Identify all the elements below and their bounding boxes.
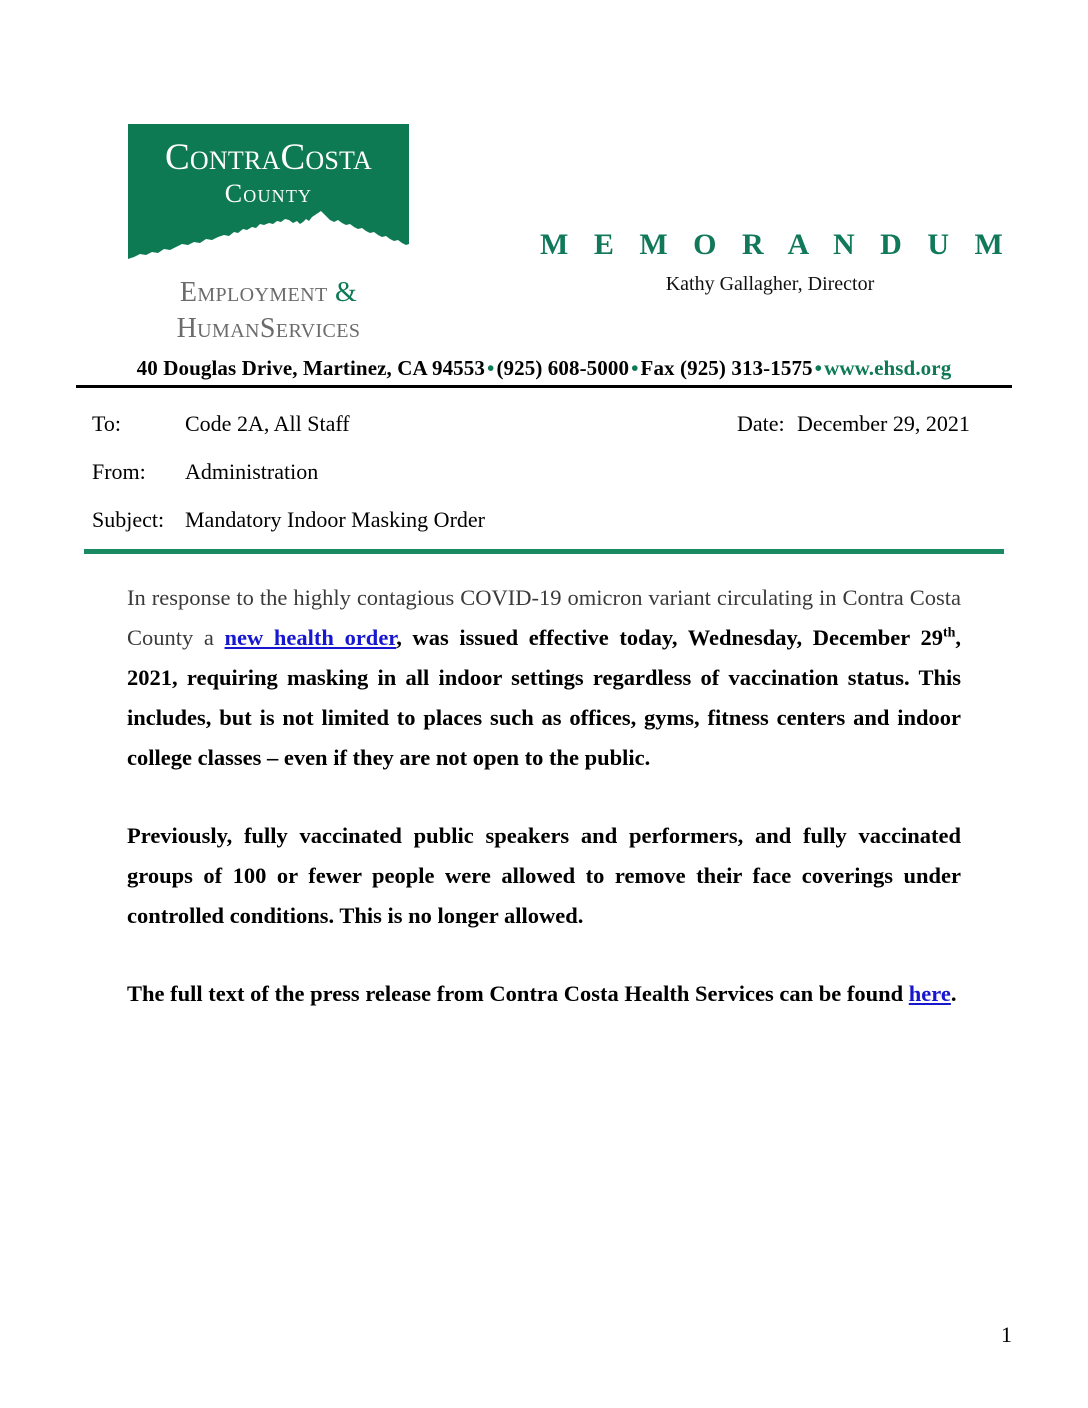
address-fax: Fax (925) 313-1575 <box>640 356 813 380</box>
from-label: From: <box>92 459 146 484</box>
paragraph-1-text-b: , was issued effective today, Wednesday, December 29 <box>396 625 943 650</box>
agency-logo <box>128 124 409 345</box>
address-phone: (925) 608-5000 <box>496 356 630 380</box>
paragraph-1-ordinal-suffix: th <box>942 625 956 641</box>
date-label: Date: <box>737 411 785 436</box>
paragraph-3-text-b: . <box>950 981 957 1006</box>
logo-department-line2: HumanServices <box>176 313 361 344</box>
letterhead <box>0 0 1088 380</box>
logo-org-subname: County <box>224 179 313 208</box>
logo-ampersand: & <box>335 277 358 308</box>
memo-green-divider-rule <box>84 549 1004 554</box>
address-line <box>0 355 1088 381</box>
address-website[interactable]: www.ehsd.org <box>824 356 952 380</box>
mountain-silhouette-icon <box>128 211 409 273</box>
memo-field-row-to <box>92 410 998 458</box>
memo-field-row-from <box>92 458 998 506</box>
memo-field-row-subject <box>92 506 998 554</box>
director-name: Kathy Gallagher, Director <box>665 273 875 295</box>
paragraph-1-text-a: In response to the highly contagious COVID-19 omicron variant circulating in Contra Costa County a <box>127 585 961 650</box>
address-separator-3: • <box>814 356 823 380</box>
subject-label: Subject: <box>92 507 165 532</box>
to-value: Code 2A, All Staff <box>185 411 350 436</box>
memorandum-heading-block <box>540 228 1012 296</box>
date-value: December 29, 2021 <box>797 411 970 436</box>
from-value: Administration <box>185 459 319 484</box>
logo-department-line1 <box>128 277 409 309</box>
logo-department-text1: Employment <box>179 277 335 308</box>
page-number: 1 <box>1001 1322 1012 1347</box>
paragraph-1 <box>127 578 961 778</box>
logo-org-name: ContraCosta <box>165 137 372 178</box>
address-separator-2: • <box>631 356 639 380</box>
paragraph-2: Previously, fully vaccinated public speakers and performers, and fully vaccinated groups of 100 or fewer people were allowed to remove their face coverings under controlled conditions. This is no longer allowed. <box>127 823 961 928</box>
paragraph-3-text-a: The full text of the press release from Contra Costa Health Services can be found <box>127 981 909 1006</box>
memo-body <box>127 578 961 1014</box>
letterhead-divider-rule <box>76 385 1012 388</box>
paragraph-1-text-c: , 2021, requiring masking in all indoor settings regardless of vaccination status. This includes, but is not limited to places such as offices, gyms, fitness centers and indoor college classes – even if they are not open to the public. <box>127 625 961 770</box>
address-street-city: 40 Douglas Drive, Martinez, CA 94553 <box>136 356 485 380</box>
paragraph-3 <box>127 974 961 1014</box>
subject-value: Mandatory Indoor Masking Order <box>185 507 485 532</box>
press-release-here-link[interactable]: here <box>908 981 951 1006</box>
new-health-order-link[interactable]: new health order <box>224 625 397 650</box>
to-label: To: <box>92 411 122 436</box>
logo-green-panel <box>128 124 409 273</box>
memo-fields <box>92 410 998 554</box>
memorandum-title: M E M O R A N D U M <box>540 228 1012 261</box>
address-separator-1: • <box>486 356 495 380</box>
